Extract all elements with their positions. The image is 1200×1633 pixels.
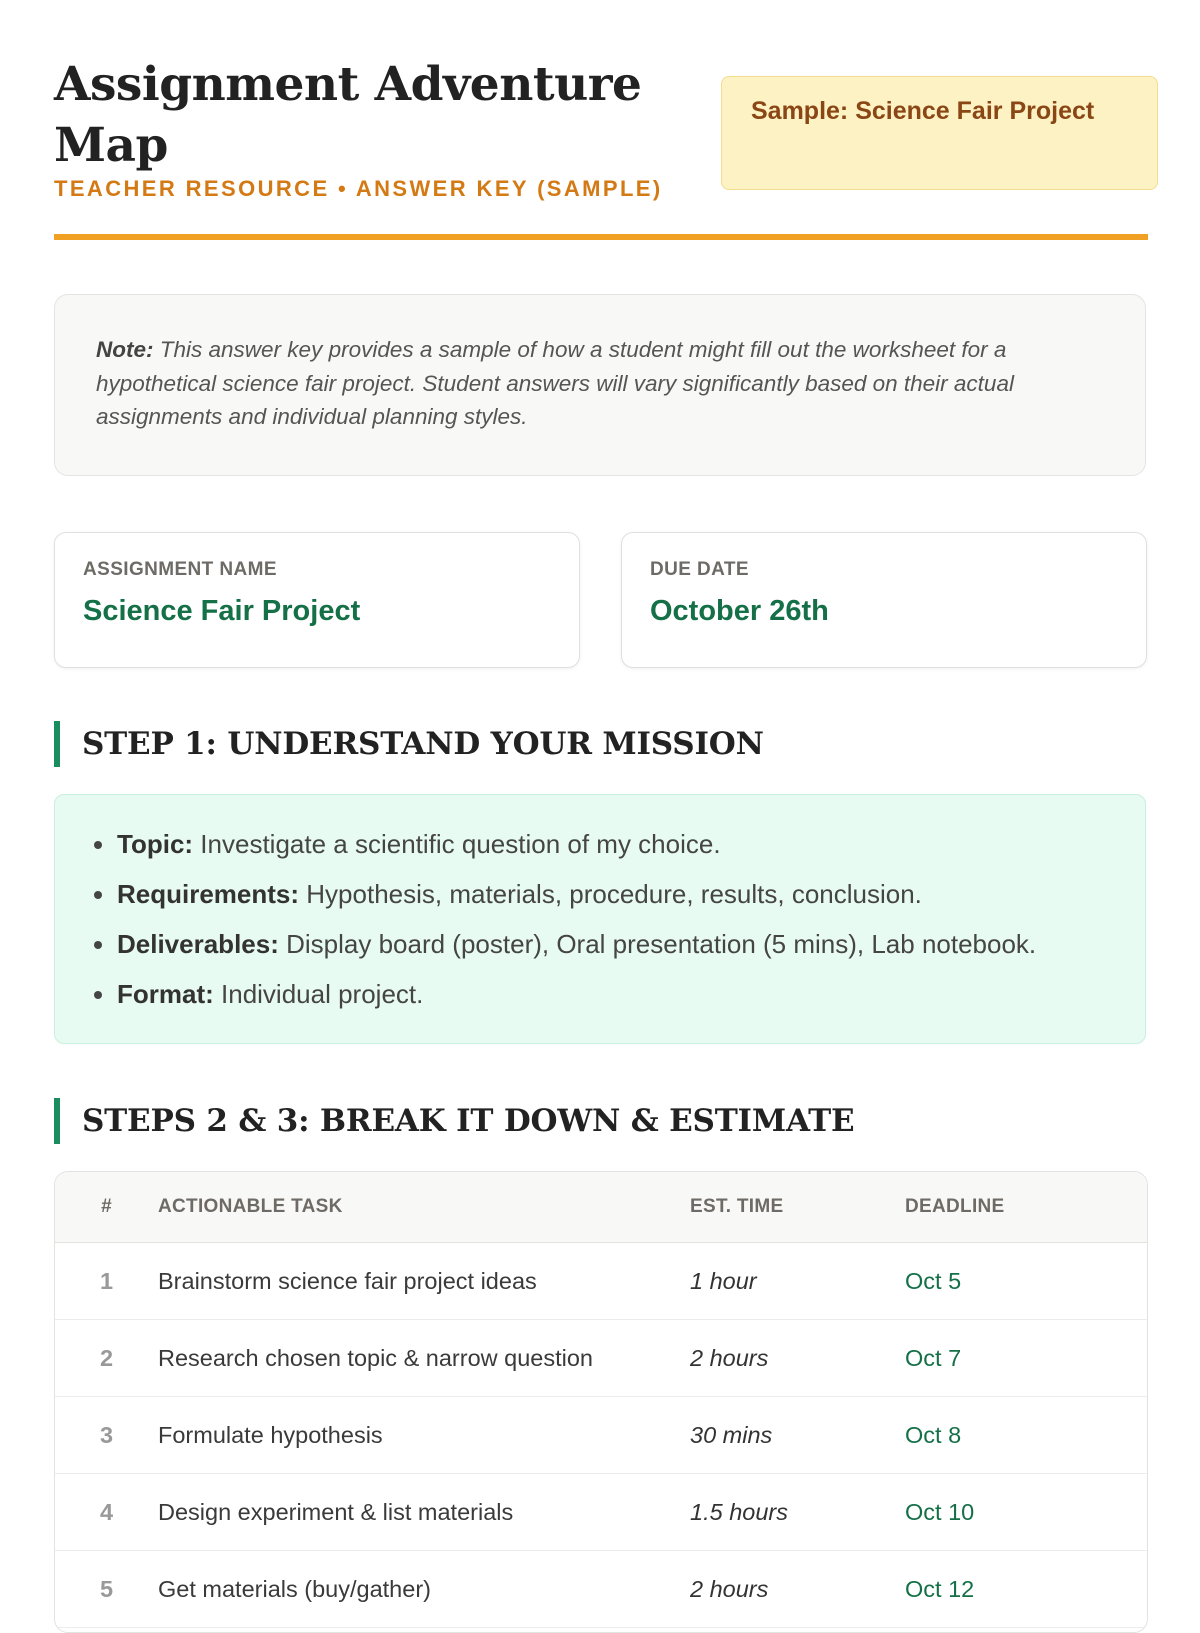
task-name: Get materials (buy/gather) (158, 1551, 689, 1628)
table-row (55, 1243, 1147, 1320)
task-number: 4 (55, 1474, 158, 1551)
table-header-row (55, 1172, 1147, 1243)
mission-item-requirements (117, 869, 1145, 919)
task-time: 1 hour (689, 1243, 904, 1320)
mission-item-label: Deliverables: (117, 929, 279, 959)
mission-item-label: Topic: (117, 829, 194, 859)
task-table (54, 1171, 1148, 1633)
note-box (54, 294, 1146, 476)
task-deadline: Oct 10 (904, 1474, 1147, 1551)
due-date-value: October 26th (650, 595, 829, 627)
table-row (55, 1320, 1147, 1397)
task-number: 5 (55, 1551, 158, 1628)
mission-box (54, 794, 1146, 1044)
task-time: 2 hours (689, 1320, 904, 1397)
assignment-name-value: Science Fair Project (83, 595, 361, 627)
mission-item-label: Requirements: (117, 879, 300, 909)
note-label: Note: (96, 337, 154, 362)
column-header-task: ACTIONABLE TASK (158, 1172, 689, 1243)
mission-item-text: Individual project. (221, 979, 424, 1009)
page-subtitle: TEACHER RESOURCE • ANSWER KEY (SAMPLE) (54, 176, 663, 201)
task-deadline: Oct 5 (904, 1243, 1147, 1320)
assignment-name-label: ASSIGNMENT NAME (83, 559, 277, 580)
task-number: 3 (55, 1397, 158, 1474)
table-row (55, 1474, 1147, 1551)
task-number: 1 (55, 1243, 158, 1320)
task-name: Brainstorm science fair project ideas (158, 1243, 689, 1320)
mission-item-format (117, 969, 1145, 1019)
mission-item-text: Hypothesis, materials, procedure, results, conclusion. (306, 879, 922, 909)
assignment-name-card (54, 532, 580, 668)
due-date-label: DUE DATE (650, 559, 749, 580)
mission-item-deliverables (117, 919, 1145, 969)
mission-item-text: Display board (poster), Oral presentation (5 mins), Lab notebook. (286, 929, 1037, 959)
task-time: 2 hours (689, 1551, 904, 1628)
note-text: This answer key provides a sample of how a student might fill out the worksheet for a hypothetical science fair project. Student answers will vary significantly based on their actual assignments and individual planning styles. (96, 337, 1014, 429)
step23-heading: STEPS 2 & 3: BREAK IT DOWN & ESTIMATE (54, 1098, 854, 1144)
task-name: Formulate hypothesis (158, 1397, 689, 1474)
mission-item-topic (117, 819, 1145, 869)
sample-badge: Sample: Science Fair Project (721, 76, 1158, 190)
header-divider (54, 234, 1148, 240)
task-time: 1.5 hours (689, 1474, 904, 1551)
task-name: Design experiment & list materials (158, 1474, 689, 1551)
page-header (54, 52, 1147, 242)
column-header-deadline: DEADLINE (904, 1172, 1147, 1243)
mission-list (55, 819, 1145, 1019)
table-row (55, 1397, 1147, 1474)
mission-item-text: Investigate a scientific question of my choice. (200, 829, 721, 859)
task-time: 30 mins (689, 1397, 904, 1474)
page-title: Assignment Adventure Map (54, 57, 642, 173)
table-row (55, 1551, 1147, 1628)
task-name: Research chosen topic & narrow question (158, 1320, 689, 1397)
task-deadline: Oct 8 (904, 1397, 1147, 1474)
task-deadline: Oct 7 (904, 1320, 1147, 1397)
step1-heading: STEP 1: UNDERSTAND YOUR MISSION (54, 721, 764, 767)
task-deadline: Oct 12 (904, 1551, 1147, 1628)
column-header-number: # (55, 1172, 158, 1243)
task-number: 2 (55, 1320, 158, 1397)
mission-item-label: Format: (117, 979, 214, 1009)
column-header-time: EST. TIME (689, 1172, 904, 1243)
due-date-card (621, 532, 1147, 668)
